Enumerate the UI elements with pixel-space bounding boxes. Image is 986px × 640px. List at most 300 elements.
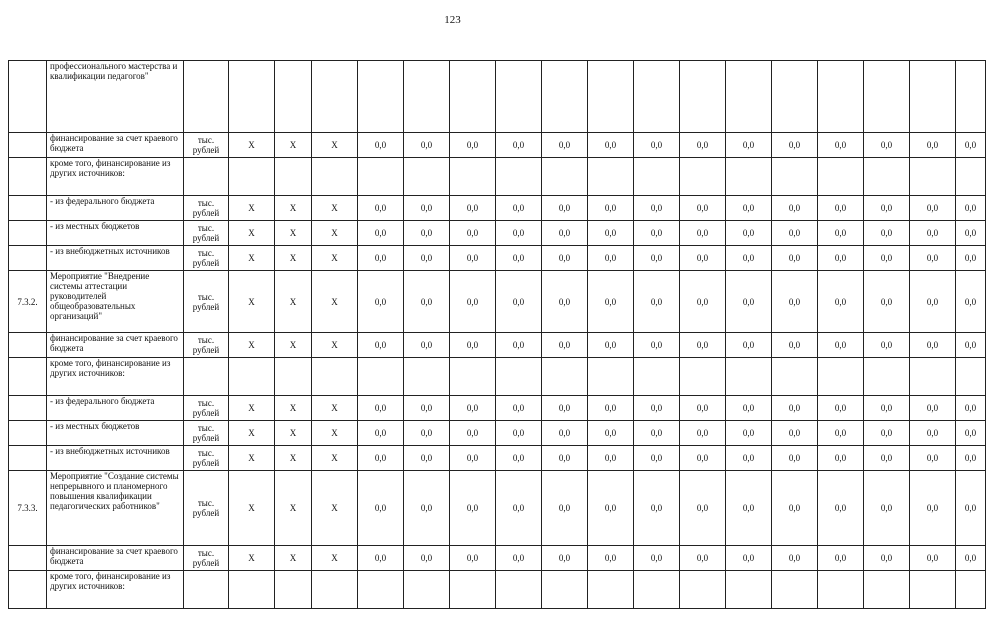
- value-cell: 0,0: [680, 421, 726, 446]
- x-mark-cell: X: [229, 446, 275, 471]
- empty-cell: [358, 158, 404, 196]
- value-cell: 0,0: [680, 133, 726, 158]
- value-cell: 0,0: [358, 396, 404, 421]
- value-cell: 0,0: [450, 133, 496, 158]
- unit-cell: тыс. рублей: [184, 421, 229, 446]
- row-name-cell: финансирование за счет краевого бюджета: [47, 333, 184, 358]
- table-row: [9, 196, 986, 221]
- x-mark-cell: X: [229, 133, 275, 158]
- table-row: [9, 446, 986, 471]
- value-cell: 0,0: [726, 471, 772, 546]
- x-mark-cell: X: [229, 421, 275, 446]
- empty-cell: [864, 158, 910, 196]
- value-cell: 0,0: [680, 196, 726, 221]
- x-mark-cell: X: [275, 421, 312, 446]
- table-row: [9, 61, 986, 133]
- empty-cell: [634, 158, 680, 196]
- value-cell: 0,0: [450, 421, 496, 446]
- row-number-cell: [9, 571, 47, 609]
- value-cell: 0,0: [818, 546, 864, 571]
- value-cell: 0,0: [496, 271, 542, 333]
- value-cell: 0,0: [404, 446, 450, 471]
- value-cell: 0,0: [588, 421, 634, 446]
- value-cell: 0,0: [358, 221, 404, 246]
- empty-cell: [496, 358, 542, 396]
- unit-cell: тыс. рублей: [184, 446, 229, 471]
- value-cell: 0,0: [864, 246, 910, 271]
- row-number-cell: [9, 246, 47, 271]
- value-cell: 0,0: [726, 246, 772, 271]
- value-cell: 0,0: [450, 246, 496, 271]
- empty-cell: [450, 358, 496, 396]
- value-cell: 0,0: [726, 333, 772, 358]
- x-mark-cell: X: [229, 271, 275, 333]
- value-cell: 0,0: [588, 546, 634, 571]
- x-mark-cell: X: [275, 471, 312, 546]
- empty-cell: [312, 158, 358, 196]
- value-cell: 0,0: [542, 271, 588, 333]
- value-cell: 0,0: [864, 221, 910, 246]
- value-cell: 0,0: [818, 446, 864, 471]
- value-cell: 0,0: [818, 333, 864, 358]
- row-number-cell: [9, 61, 47, 133]
- row-number-cell: 7.3.2.: [9, 271, 47, 333]
- value-cell: 0,0: [680, 471, 726, 546]
- unit-cell: [184, 61, 229, 133]
- value-cell: 0,0: [404, 221, 450, 246]
- unit-cell: [184, 158, 229, 196]
- x-mark-cell: X: [275, 133, 312, 158]
- value-cell: 0,0: [450, 396, 496, 421]
- value-cell: 0,0: [542, 196, 588, 221]
- row-name-cell: - из федерального бюджета: [47, 396, 184, 421]
- row-number-cell: [9, 221, 47, 246]
- x-mark-cell: X: [275, 221, 312, 246]
- x-mark-cell: X: [229, 221, 275, 246]
- row-name-cell: Мероприятие "Создание системы непрерывного и планомерного повышения квалификации педагогических работников": [47, 471, 184, 546]
- value-cell: 0,0: [404, 333, 450, 358]
- value-cell: 0,0: [956, 271, 986, 333]
- value-cell: 0,0: [864, 396, 910, 421]
- empty-cell: [312, 571, 358, 609]
- value-cell: 0,0: [726, 396, 772, 421]
- x-mark-cell: X: [275, 271, 312, 333]
- row-number-cell: [9, 196, 47, 221]
- value-cell: 0,0: [588, 271, 634, 333]
- table-row: [9, 133, 986, 158]
- empty-cell: [818, 61, 864, 133]
- value-cell: 0,0: [818, 221, 864, 246]
- unit-cell: тыс. рублей: [184, 196, 229, 221]
- value-cell: 0,0: [956, 471, 986, 546]
- row-number-cell: 7.3.3.: [9, 471, 47, 546]
- empty-cell: [680, 158, 726, 196]
- x-mark-cell: X: [312, 333, 358, 358]
- empty-cell: [818, 358, 864, 396]
- value-cell: 0,0: [496, 246, 542, 271]
- value-cell: 0,0: [496, 333, 542, 358]
- table-row: [9, 571, 986, 609]
- value-cell: 0,0: [496, 421, 542, 446]
- empty-cell: [956, 61, 986, 133]
- value-cell: 0,0: [956, 333, 986, 358]
- value-cell: 0,0: [680, 396, 726, 421]
- value-cell: 0,0: [726, 446, 772, 471]
- row-name-cell: кроме того, финансирование из других источников:: [47, 571, 184, 609]
- value-cell: 0,0: [450, 196, 496, 221]
- empty-cell: [275, 158, 312, 196]
- empty-cell: [404, 571, 450, 609]
- row-name-cell: - из федерального бюджета: [47, 196, 184, 221]
- value-cell: 0,0: [956, 396, 986, 421]
- value-cell: 0,0: [634, 196, 680, 221]
- empty-cell: [450, 158, 496, 196]
- value-cell: 0,0: [496, 471, 542, 546]
- value-cell: 0,0: [680, 446, 726, 471]
- value-cell: 0,0: [634, 133, 680, 158]
- empty-cell: [588, 358, 634, 396]
- value-cell: 0,0: [358, 196, 404, 221]
- value-cell: 0,0: [772, 196, 818, 221]
- x-mark-cell: X: [275, 546, 312, 571]
- empty-cell: [956, 571, 986, 609]
- row-number-cell: [9, 421, 47, 446]
- empty-cell: [358, 358, 404, 396]
- empty-cell: [229, 571, 275, 609]
- x-mark-cell: X: [312, 421, 358, 446]
- value-cell: 0,0: [496, 133, 542, 158]
- value-cell: 0,0: [910, 333, 956, 358]
- value-cell: 0,0: [956, 446, 986, 471]
- value-cell: 0,0: [680, 246, 726, 271]
- row-name-cell: - из внебюджетных источников: [47, 446, 184, 471]
- x-mark-cell: X: [312, 546, 358, 571]
- row-name-cell: Мероприятие "Внедрение системы аттестации руководителей общеобразовательных организаций": [47, 271, 184, 333]
- value-cell: 0,0: [772, 271, 818, 333]
- empty-cell: [358, 61, 404, 133]
- value-cell: 0,0: [910, 221, 956, 246]
- value-cell: 0,0: [726, 421, 772, 446]
- value-cell: 0,0: [956, 133, 986, 158]
- empty-cell: [956, 358, 986, 396]
- table-row: [9, 333, 986, 358]
- empty-cell: [910, 61, 956, 133]
- value-cell: 0,0: [864, 446, 910, 471]
- value-cell: 0,0: [404, 133, 450, 158]
- empty-cell: [910, 158, 956, 196]
- table-row: [9, 546, 986, 571]
- value-cell: 0,0: [358, 271, 404, 333]
- value-cell: 0,0: [910, 133, 956, 158]
- value-cell: 0,0: [404, 471, 450, 546]
- value-cell: 0,0: [956, 246, 986, 271]
- value-cell: 0,0: [358, 421, 404, 446]
- value-cell: 0,0: [910, 421, 956, 446]
- unit-cell: [184, 571, 229, 609]
- value-cell: 0,0: [772, 333, 818, 358]
- empty-cell: [450, 571, 496, 609]
- value-cell: 0,0: [634, 471, 680, 546]
- unit-cell: [184, 358, 229, 396]
- row-name-cell: кроме того, финансирование из других источников:: [47, 158, 184, 196]
- value-cell: 0,0: [772, 133, 818, 158]
- value-cell: 0,0: [404, 196, 450, 221]
- table-row: [9, 158, 986, 196]
- row-name-cell: - из местных бюджетов: [47, 221, 184, 246]
- value-cell: 0,0: [496, 196, 542, 221]
- x-mark-cell: X: [312, 396, 358, 421]
- value-cell: 0,0: [358, 246, 404, 271]
- value-cell: 0,0: [772, 446, 818, 471]
- value-cell: 0,0: [450, 333, 496, 358]
- row-name-cell: финансирование за счет краевого бюджета: [47, 133, 184, 158]
- unit-cell: тыс. рублей: [184, 546, 229, 571]
- empty-cell: [634, 358, 680, 396]
- value-cell: 0,0: [772, 546, 818, 571]
- value-cell: 0,0: [634, 333, 680, 358]
- value-cell: 0,0: [358, 333, 404, 358]
- empty-cell: [726, 571, 772, 609]
- value-cell: 0,0: [404, 246, 450, 271]
- value-cell: 0,0: [450, 446, 496, 471]
- budget-table: [8, 60, 986, 609]
- value-cell: 0,0: [726, 271, 772, 333]
- value-cell: 0,0: [542, 546, 588, 571]
- row-name-cell: кроме того, финансирование из других источников:: [47, 358, 184, 396]
- x-mark-cell: X: [312, 246, 358, 271]
- value-cell: 0,0: [496, 396, 542, 421]
- unit-cell: тыс. рублей: [184, 246, 229, 271]
- unit-cell: тыс. рублей: [184, 271, 229, 333]
- empty-cell: [358, 571, 404, 609]
- x-mark-cell: X: [312, 133, 358, 158]
- value-cell: 0,0: [450, 471, 496, 546]
- value-cell: 0,0: [634, 421, 680, 446]
- value-cell: 0,0: [542, 471, 588, 546]
- value-cell: 0,0: [542, 221, 588, 246]
- table-row: [9, 271, 986, 333]
- x-mark-cell: X: [229, 196, 275, 221]
- empty-cell: [818, 158, 864, 196]
- value-cell: 0,0: [910, 471, 956, 546]
- x-mark-cell: X: [229, 471, 275, 546]
- value-cell: 0,0: [864, 133, 910, 158]
- value-cell: 0,0: [450, 546, 496, 571]
- value-cell: 0,0: [864, 196, 910, 221]
- unit-cell: тыс. рублей: [184, 471, 229, 546]
- value-cell: 0,0: [910, 196, 956, 221]
- value-cell: 0,0: [818, 196, 864, 221]
- value-cell: 0,0: [634, 546, 680, 571]
- value-cell: 0,0: [772, 221, 818, 246]
- table-row: [9, 396, 986, 421]
- value-cell: 0,0: [772, 471, 818, 546]
- empty-cell: [404, 158, 450, 196]
- empty-cell: [680, 571, 726, 609]
- value-cell: 0,0: [910, 246, 956, 271]
- value-cell: 0,0: [358, 546, 404, 571]
- table-row: [9, 471, 986, 546]
- empty-cell: [542, 358, 588, 396]
- row-name-cell: - из местных бюджетов: [47, 421, 184, 446]
- value-cell: 0,0: [726, 546, 772, 571]
- value-cell: 0,0: [450, 221, 496, 246]
- table-row: [9, 246, 986, 271]
- value-cell: 0,0: [496, 546, 542, 571]
- value-cell: 0,0: [680, 271, 726, 333]
- empty-cell: [864, 571, 910, 609]
- row-number-cell: [9, 446, 47, 471]
- value-cell: 0,0: [588, 471, 634, 546]
- empty-cell: [542, 158, 588, 196]
- value-cell: 0,0: [680, 546, 726, 571]
- value-cell: 0,0: [818, 246, 864, 271]
- empty-cell: [634, 571, 680, 609]
- row-name-cell: - из внебюджетных источников: [47, 246, 184, 271]
- empty-cell: [680, 358, 726, 396]
- value-cell: 0,0: [956, 196, 986, 221]
- empty-cell: [818, 571, 864, 609]
- value-cell: 0,0: [818, 133, 864, 158]
- page-number: 123: [444, 14, 461, 26]
- value-cell: 0,0: [496, 446, 542, 471]
- x-mark-cell: X: [275, 333, 312, 358]
- row-number-cell: [9, 333, 47, 358]
- value-cell: 0,0: [634, 246, 680, 271]
- value-cell: 0,0: [542, 421, 588, 446]
- value-cell: 0,0: [818, 421, 864, 446]
- value-cell: 0,0: [680, 221, 726, 246]
- row-name-cell: финансирование за счет краевого бюджета: [47, 546, 184, 571]
- value-cell: 0,0: [956, 221, 986, 246]
- x-mark-cell: X: [312, 471, 358, 546]
- value-cell: 0,0: [588, 246, 634, 271]
- value-cell: 0,0: [588, 133, 634, 158]
- empty-cell: [275, 61, 312, 133]
- unit-cell: тыс. рублей: [184, 221, 229, 246]
- empty-cell: [726, 358, 772, 396]
- x-mark-cell: X: [312, 221, 358, 246]
- x-mark-cell: X: [312, 271, 358, 333]
- value-cell: 0,0: [634, 446, 680, 471]
- empty-cell: [404, 358, 450, 396]
- empty-cell: [726, 158, 772, 196]
- row-name-cell: профессионального мастерства и квалификации педагогов": [47, 61, 184, 133]
- empty-cell: [312, 61, 358, 133]
- value-cell: 0,0: [404, 271, 450, 333]
- row-number-cell: [9, 133, 47, 158]
- value-cell: 0,0: [542, 333, 588, 358]
- value-cell: 0,0: [910, 271, 956, 333]
- table-row: [9, 358, 986, 396]
- value-cell: 0,0: [680, 333, 726, 358]
- empty-cell: [275, 571, 312, 609]
- value-cell: 0,0: [358, 446, 404, 471]
- empty-cell: [864, 358, 910, 396]
- unit-cell: тыс. рублей: [184, 133, 229, 158]
- value-cell: 0,0: [588, 396, 634, 421]
- value-cell: 0,0: [726, 133, 772, 158]
- value-cell: 0,0: [588, 446, 634, 471]
- value-cell: 0,0: [864, 421, 910, 446]
- value-cell: 0,0: [542, 133, 588, 158]
- x-mark-cell: X: [275, 446, 312, 471]
- value-cell: 0,0: [634, 271, 680, 333]
- row-number-cell: [9, 358, 47, 396]
- empty-cell: [956, 158, 986, 196]
- value-cell: 0,0: [772, 246, 818, 271]
- empty-cell: [910, 571, 956, 609]
- value-cell: 0,0: [864, 333, 910, 358]
- value-cell: 0,0: [358, 133, 404, 158]
- empty-cell: [312, 358, 358, 396]
- x-mark-cell: X: [275, 396, 312, 421]
- empty-cell: [588, 158, 634, 196]
- unit-cell: тыс. рублей: [184, 396, 229, 421]
- empty-cell: [496, 61, 542, 133]
- value-cell: 0,0: [956, 421, 986, 446]
- value-cell: 0,0: [588, 333, 634, 358]
- x-mark-cell: X: [229, 396, 275, 421]
- value-cell: 0,0: [910, 446, 956, 471]
- empty-cell: [496, 158, 542, 196]
- empty-cell: [588, 571, 634, 609]
- value-cell: 0,0: [726, 196, 772, 221]
- value-cell: 0,0: [588, 221, 634, 246]
- empty-cell: [588, 61, 634, 133]
- value-cell: 0,0: [772, 396, 818, 421]
- empty-cell: [542, 61, 588, 133]
- x-mark-cell: X: [229, 246, 275, 271]
- empty-cell: [864, 61, 910, 133]
- x-mark-cell: X: [312, 446, 358, 471]
- value-cell: 0,0: [864, 546, 910, 571]
- x-mark-cell: X: [275, 246, 312, 271]
- x-mark-cell: X: [275, 196, 312, 221]
- value-cell: 0,0: [634, 396, 680, 421]
- empty-cell: [910, 358, 956, 396]
- empty-cell: [229, 158, 275, 196]
- empty-cell: [404, 61, 450, 133]
- empty-cell: [542, 571, 588, 609]
- value-cell: 0,0: [956, 546, 986, 571]
- value-cell: 0,0: [404, 396, 450, 421]
- x-mark-cell: X: [312, 196, 358, 221]
- empty-cell: [275, 358, 312, 396]
- value-cell: 0,0: [404, 546, 450, 571]
- x-mark-cell: X: [229, 546, 275, 571]
- value-cell: 0,0: [588, 196, 634, 221]
- value-cell: 0,0: [726, 221, 772, 246]
- row-number-cell: [9, 546, 47, 571]
- x-mark-cell: X: [229, 333, 275, 358]
- value-cell: 0,0: [910, 546, 956, 571]
- empty-cell: [726, 61, 772, 133]
- value-cell: 0,0: [818, 471, 864, 546]
- value-cell: 0,0: [404, 421, 450, 446]
- empty-cell: [634, 61, 680, 133]
- value-cell: 0,0: [450, 271, 496, 333]
- value-cell: 0,0: [864, 471, 910, 546]
- empty-cell: [680, 61, 726, 133]
- empty-cell: [496, 571, 542, 609]
- value-cell: 0,0: [634, 221, 680, 246]
- empty-cell: [772, 158, 818, 196]
- table-row: [9, 421, 986, 446]
- value-cell: 0,0: [496, 221, 542, 246]
- value-cell: 0,0: [542, 446, 588, 471]
- value-cell: 0,0: [818, 271, 864, 333]
